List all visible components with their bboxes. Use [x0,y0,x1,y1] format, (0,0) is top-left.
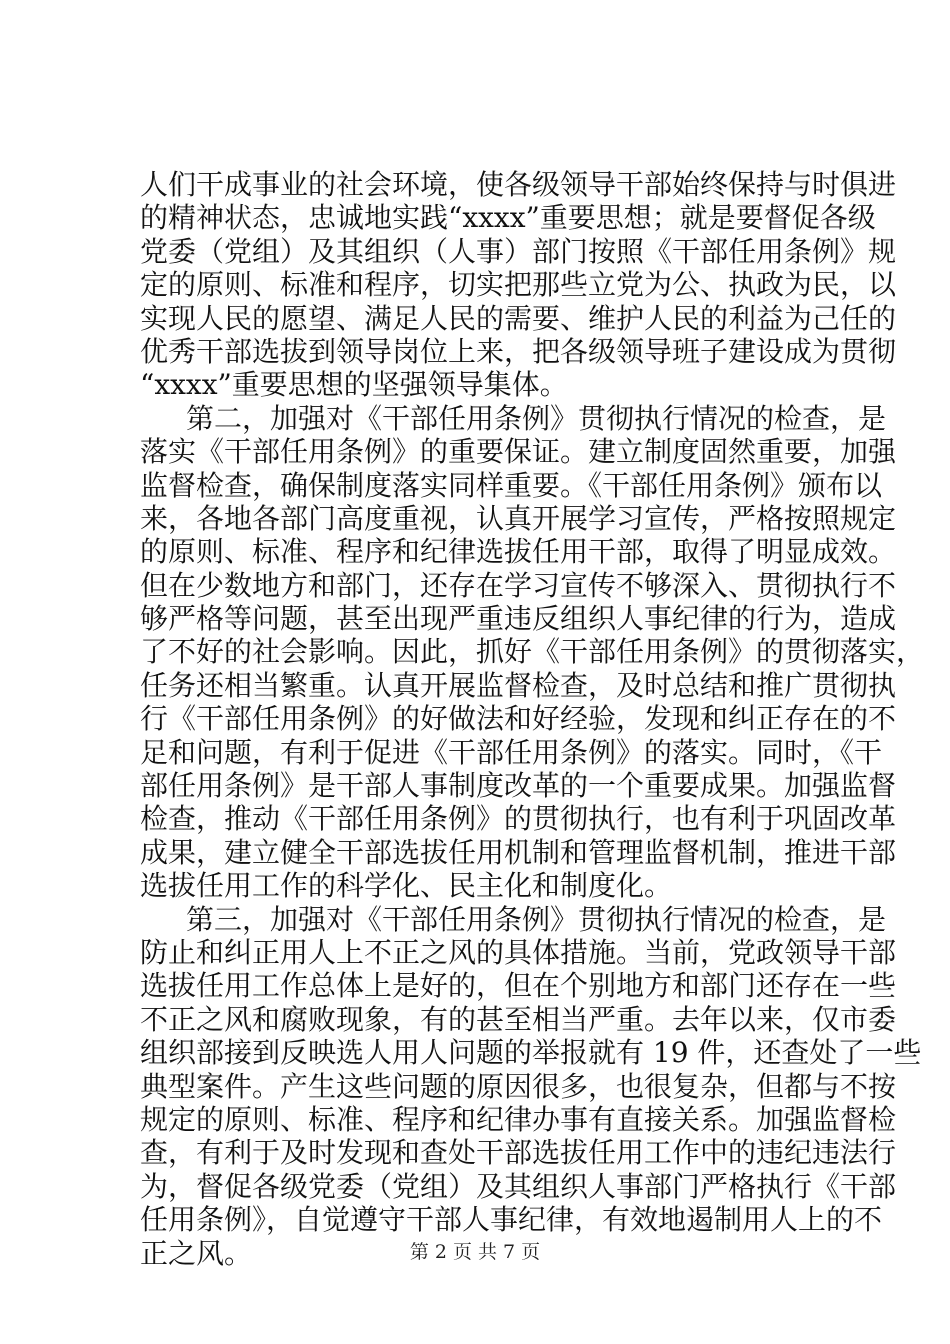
text-line: 的原则、标准、程序和纪律选拔任用干部，取得了明显成效。 [140,535,897,569]
text-line: 成果，建立健全干部选拔任用机制和管理监督机制，推进干部 [140,835,897,869]
text-line: 部任用条例》是干部人事制度改革的一个重要成果。加强监督 [140,769,897,803]
text-line: 人们干成事业的社会环境，使各级领导干部始终保持与时俱进 [140,168,897,201]
text-line: 监督检查，确保制度落实同样重要。《干部任用条例》颁布以 [140,468,883,502]
text-line: 防止和纠正用人上不正之风的具体措施。当前，党政领导干部 [140,935,897,969]
text-line: 够严格等问题，甚至出现严重违反组织人事纪律的行为，造成 [140,602,897,636]
paragraph-start-line: 第二，加强对《干部任用条例》贯彻执行情况的检查，是 [186,401,887,435]
paragraph-start-line: 第三，加强对《干部任用条例》贯彻执行情况的检查，是 [186,902,887,936]
text-line: “xxxx”重要思想的坚强领导集体。 [140,368,568,402]
text-line: 选拔任用工作总体上是好的，但在个别地方和部门还存在一些 [140,969,897,1003]
text-line: 实现人民的愿望、满足人民的需要、维护人民的利益为己任的 [140,301,897,335]
text-line: 规定的原则、标准、程序和纪律办事有直接关系。加强监督检 [140,1102,897,1136]
text-line: 来，各地各部门高度重视，认真开展学习宣传，严格按照规定 [140,501,897,535]
text-line: 的精神状态，忠诚地实践“xxxx”重要思想；就是要督促各级 [140,201,876,235]
text-line: 典型案件。产生这些问题的原因很多，也很复杂，但都与不按 [140,1069,897,1103]
text-line: 查，有利于及时发现和查处干部选拔任用工作中的违纪违法行 [140,1136,897,1170]
text-line: 选拔任用工作的科学化、民主化和制度化。 [140,869,673,903]
text-line: 行《干部任用条例》的好做法和好经验，发现和纠正存在的不 [140,702,897,736]
text-line: 任务还相当繁重。认真开展监督检查，及时总结和推广贯彻执 [140,668,897,702]
text-line: 但在少数地方和部门，还存在学习宣传不够深入、贯彻执行不 [140,568,897,602]
page-number-footer: 第 2 页 共 7 页 [409,1241,541,1263]
text-line: 检查，推动《干部任用条例》的贯彻执行，也有利于巩固改革 [140,802,897,836]
text-line: 足和问题，有利于促进《干部任用条例》的落实。同时，《干 [140,735,883,769]
text-line: 了不好的社会影响。因此，抓好《干部任用条例》的贯彻落实， [140,635,925,669]
text-line: 正之风。 [140,1236,253,1270]
body-text [140,168,925,1270]
text-line: 组织部接到反映选人用人问题的举报就有 19 件，还查处了一些 [140,1036,922,1070]
text-line: 任用条例》，自觉遵守干部人事纪律，有效地遏制用人上的不 [140,1203,883,1237]
text-line: 定的原则、标准和程序，切实把那些立党为公、执政为民，以 [140,268,897,302]
text-line: 为，督促各级党委（党组）及其组织人事部门严格执行《干部 [140,1169,897,1203]
text-line: 落实《干部任用条例》的重要保证。建立制度固然重要，加强 [140,435,897,469]
text-line: 党委（党组）及其组织（人事）部门按照《干部任用条例》规 [140,234,897,268]
text-line: 不正之风和腐败现象，有的甚至相当严重。去年以来，仅市委 [140,1002,897,1036]
text-line: 优秀干部选拔到领导岗位上来，把各级领导班子建设成为贯彻 [140,334,897,368]
